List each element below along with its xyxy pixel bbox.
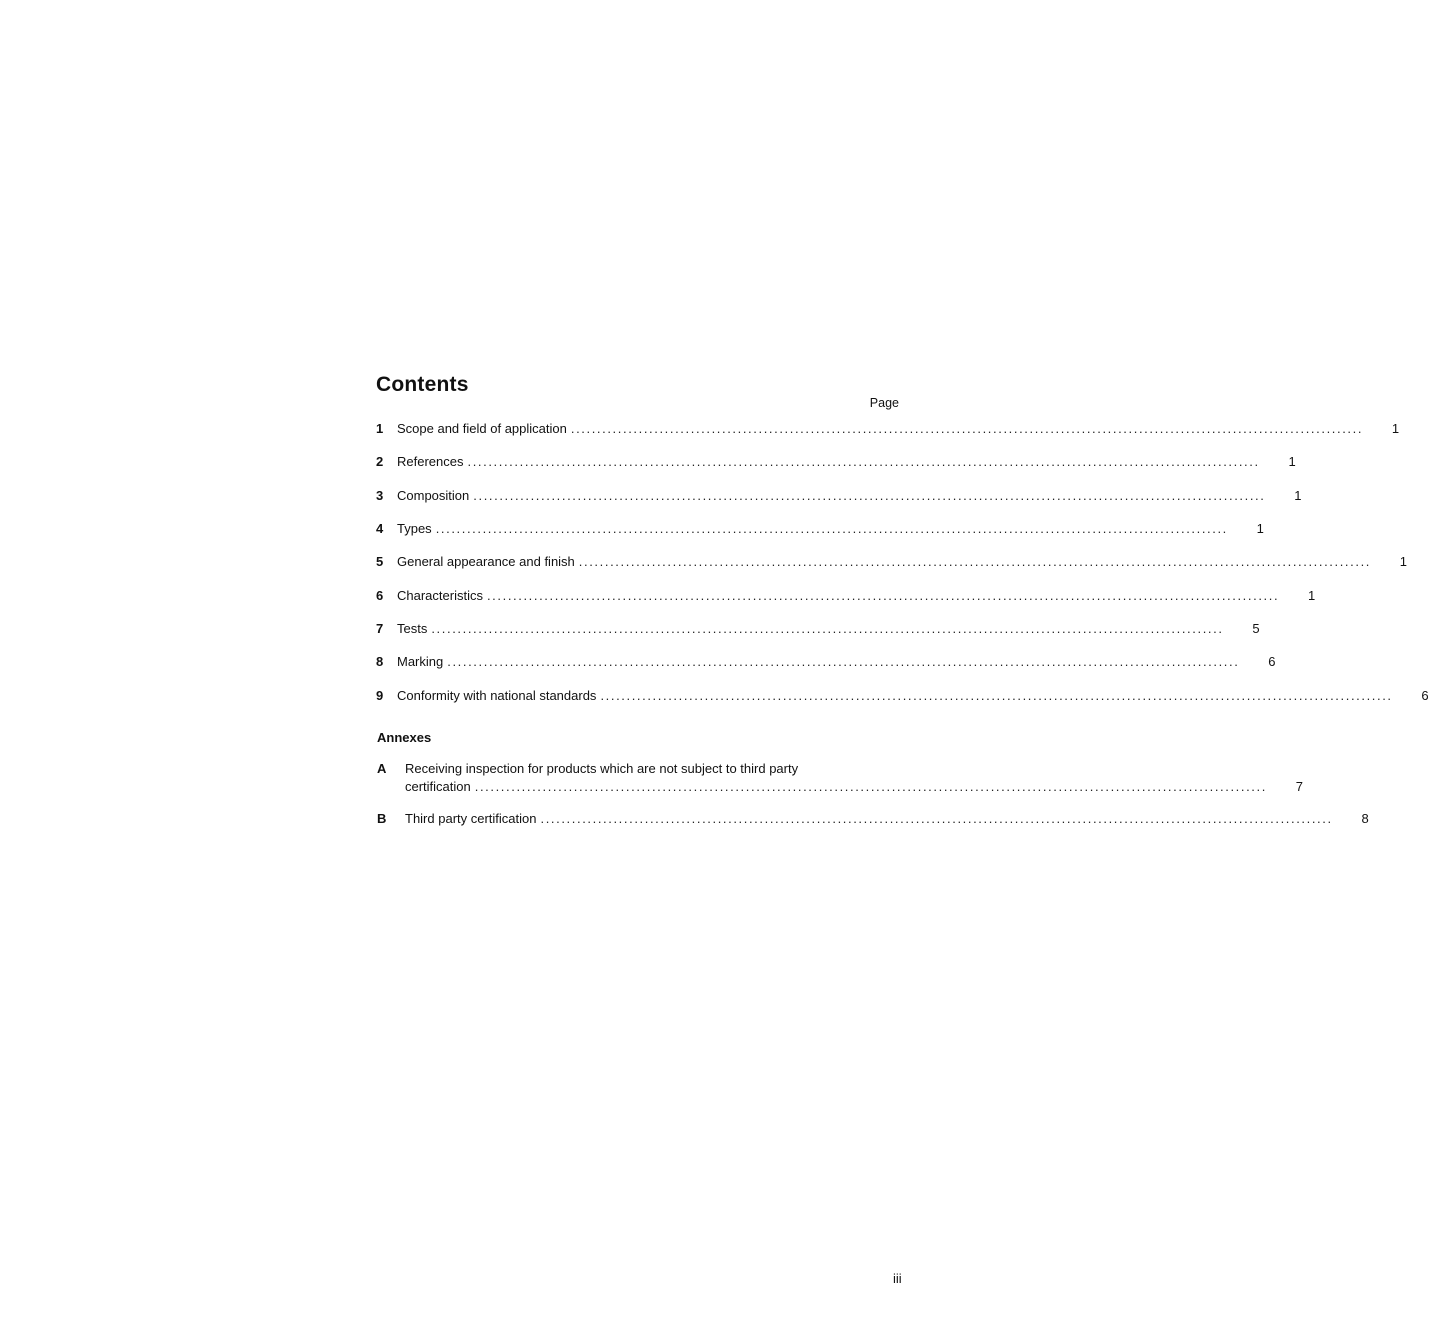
dot-leader xyxy=(475,778,1267,796)
annex-title: Third party certification xyxy=(405,811,537,826)
annex-letter: A xyxy=(377,761,387,776)
dot-leader xyxy=(473,488,1265,503)
dot-leader xyxy=(431,621,1223,636)
toc-entry-label: Conformity with national standards xyxy=(397,687,597,703)
toc-entry-label: Marking xyxy=(397,654,444,670)
dot-leader xyxy=(467,454,1259,469)
toc-entry-page: 1 xyxy=(1294,487,1302,503)
toc-entry-page: 1 xyxy=(1391,421,1400,437)
annex-page: 8 xyxy=(1361,811,1369,826)
dot-leader xyxy=(571,421,1363,436)
toc-entry-label: Composition xyxy=(397,487,470,503)
annex-entry[interactable] xyxy=(377,760,1303,796)
toc-entry-label: General appearance and finish xyxy=(397,554,575,570)
toc-entry-page: 1 xyxy=(1256,521,1264,537)
toc-entry[interactable] xyxy=(376,512,1264,545)
page-number: iii xyxy=(893,1271,902,1286)
toc-entry[interactable] xyxy=(376,612,1260,645)
toc-entry-page: 1 xyxy=(1288,454,1296,470)
toc-entry-page: 1 xyxy=(1399,554,1407,570)
toc-entry[interactable] xyxy=(376,645,1276,678)
toc-entry-number: 5 xyxy=(376,554,384,570)
toc-entry-label: Scope and field of application xyxy=(397,421,567,437)
toc-entry-label: Tests xyxy=(397,620,428,636)
toc-entry-number: 7 xyxy=(376,620,384,636)
dot-leader xyxy=(436,521,1228,536)
annexes-heading: Annexes xyxy=(377,730,432,745)
annex-letter: B xyxy=(377,811,387,826)
toc-entry[interactable] xyxy=(376,678,1429,711)
toc-entry-page: 6 xyxy=(1268,654,1276,670)
toc-entry-page: 5 xyxy=(1252,620,1260,636)
page-column-label: Page xyxy=(869,396,899,410)
toc-entry-label: References xyxy=(397,454,464,470)
toc-entry-number: 8 xyxy=(376,654,384,670)
dot-leader xyxy=(541,810,1333,828)
toc-entry-number: 3 xyxy=(376,487,384,503)
toc-entry-number: 9 xyxy=(376,687,384,703)
dot-leader xyxy=(487,588,1279,603)
contents-title: Contents xyxy=(376,373,469,396)
annex-entry[interactable] xyxy=(377,810,1369,828)
toc-entry-page: 6 xyxy=(1421,687,1429,703)
toc-entry-number: 1 xyxy=(376,421,384,437)
toc-entry-label: Types xyxy=(397,521,432,537)
annex-page: 7 xyxy=(1295,779,1303,794)
toc-entry[interactable] xyxy=(376,479,1302,512)
annex-list xyxy=(377,760,1369,842)
annex-title-continuation: certification xyxy=(405,779,471,794)
dot-leader xyxy=(579,554,1371,569)
toc-entry-label: Characteristics xyxy=(397,587,483,603)
toc-entry[interactable] xyxy=(376,545,1407,578)
toc-entry-number: 2 xyxy=(376,454,384,470)
toc-entry-number: 6 xyxy=(376,587,384,603)
dot-leader xyxy=(447,654,1239,669)
toc-entry[interactable] xyxy=(376,578,1316,611)
dot-leader xyxy=(600,688,1392,703)
toc-entry[interactable] xyxy=(376,412,1400,445)
table-of-contents xyxy=(376,412,1429,712)
annex-title-line: Receiving inspection for products which are not subject to third party xyxy=(405,761,799,776)
toc-entry-page: 1 xyxy=(1307,587,1316,603)
toc-entry-number: 4 xyxy=(376,521,384,537)
toc-entry[interactable] xyxy=(376,445,1296,478)
